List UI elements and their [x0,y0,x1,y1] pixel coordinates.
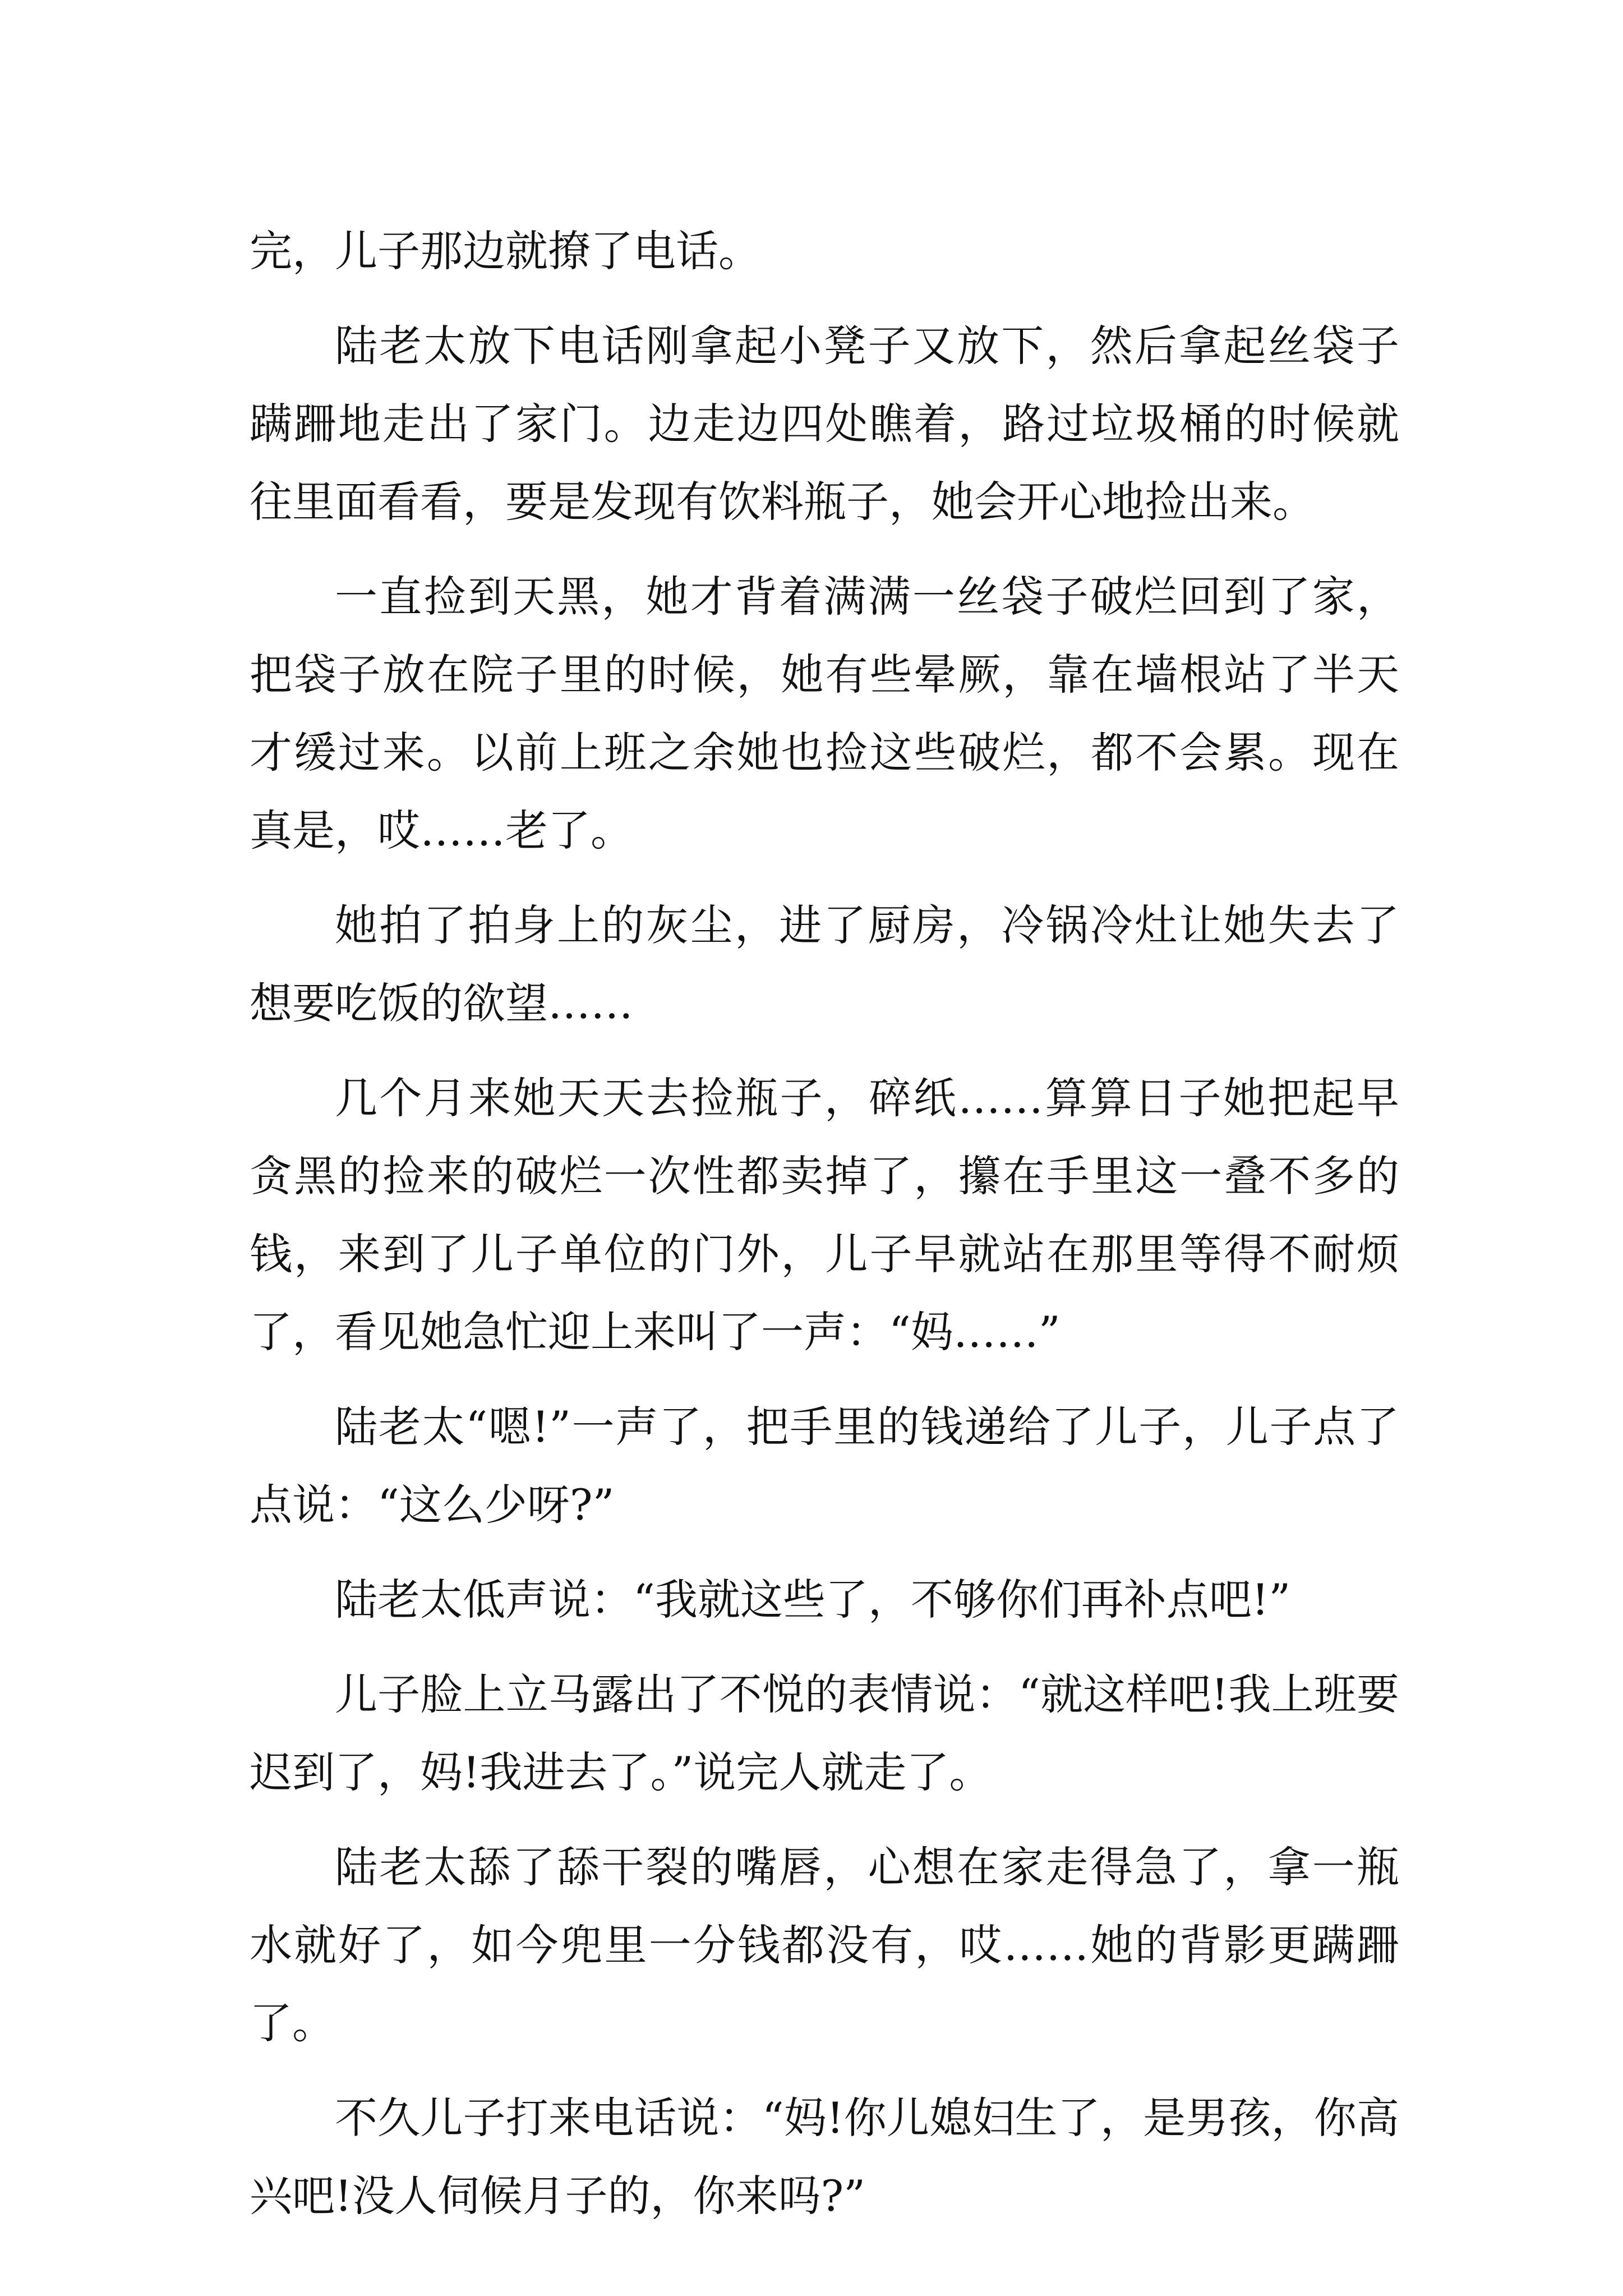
paragraph-9: 陆老太舔了舔干裂的嘴唇，心想在家走得急了，拿一瓶水就好了，如今兜里一分钱都没有，哎……她的背影更蹒跚了。 [250,1842,1399,2048]
paragraph-10: 不久儿子打来电话说：“妈!你儿媳妇生了，是男孩，你高兴吧!没人伺候月子的，你来吗?” [250,2093,1399,2221]
paragraph-1: 完，儿子那边就撩了电话。 [250,226,761,276]
story-text [250,212,1399,2252]
paragraph-5: 几个月来她天天去捡瓶子，碎纸……算算日子她把起早贪黑的捡来的破烂一次性都卖掉了，攥在手里这一叠不多的钱，来到了儿子单位的门外，儿子早就站在那里等得不耐烦了，看见她急忙迎上来叫了一声：“妈……” [250,1073,1399,1357]
paragraph-2: 陆老太放下电话刚拿起小凳子又放下，然后拿起丝袋子蹒跚地走出了家门。边走边四处瞧着，路过垃圾桶的时候就往里面看看，要是发现有饮料瓶子，她会开心地捡出来。 [250,321,1399,527]
paragraph-3: 一直捡到天黑，她才背着满满一丝袋子破烂回到了家，把袋子放在院子里的时候，她有些晕厥，靠在墙根站了半天才缓过来。以前上班之余她也捡这些破烂，都不会累。现在真是，哎……老了。 [250,572,1399,855]
paragraph-6: 陆老太“嗯!”一声了，把手里的钱递给了儿子，儿子点了点说：“这么少呀?” [250,1402,1399,1530]
paragraph-8: 儿子脸上立马露出了不悦的表情说：“就这样吧!我上班要迟到了，妈!我进去了。”说完人就走了。 [250,1669,1399,1797]
paragraph-4: 她拍了拍身上的灰尘，进了厨房，冷锅冷灶让她失去了想要吃饭的欲望…… [250,900,1399,1028]
paragraph-7: 陆老太低声说：“我就这些了，不够你们再补点吧!” [335,1575,1291,1625]
